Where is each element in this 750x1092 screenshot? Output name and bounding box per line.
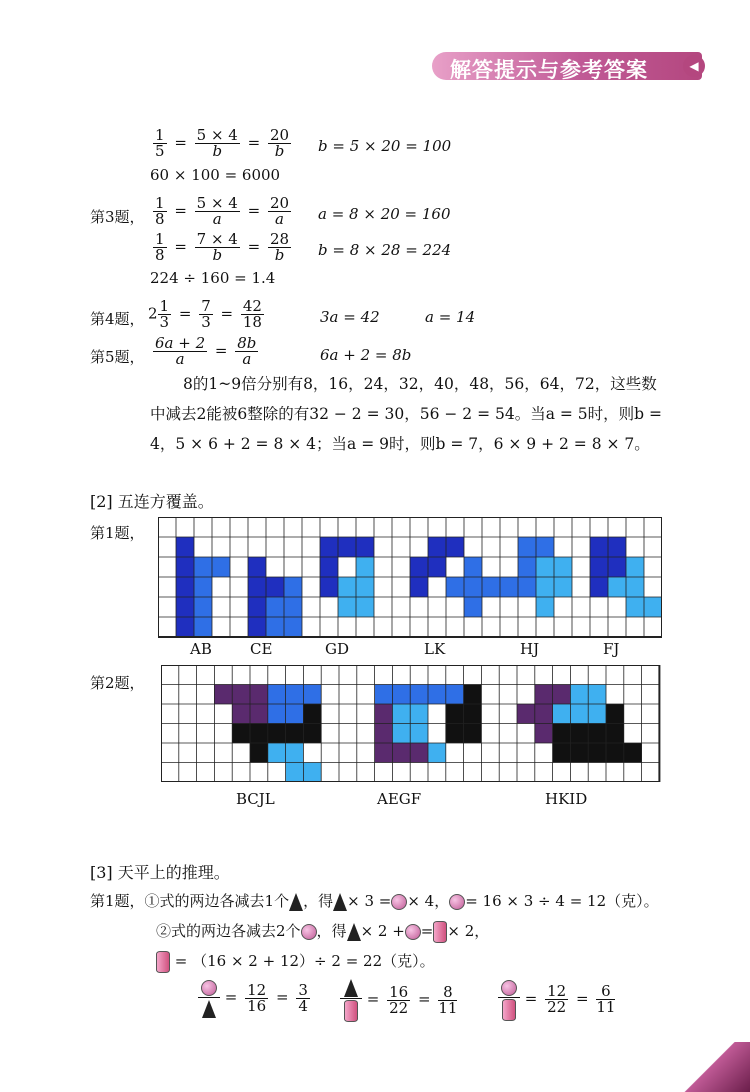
ball-icon xyxy=(301,924,317,940)
ball-icon xyxy=(405,924,421,940)
filled-cell xyxy=(410,557,428,577)
filled-cell xyxy=(248,597,266,617)
filled-cell xyxy=(284,617,302,637)
filled-cell xyxy=(392,704,410,724)
filled-cell xyxy=(536,557,554,577)
filled-cell xyxy=(268,743,286,763)
filled-cell xyxy=(464,597,482,617)
filled-cell xyxy=(428,743,446,763)
ball-icon xyxy=(391,894,407,910)
filled-cell xyxy=(250,704,268,724)
q3b-rhs: b = 8 × 28 = 224 xyxy=(318,241,452,259)
filled-cell xyxy=(232,704,250,724)
filled-cell xyxy=(268,685,286,705)
filled-cell xyxy=(392,724,410,744)
q1-label-2: 第1题， xyxy=(90,524,145,542)
ratio-3: = $\frac{12}{22}$ = $\frac{6}{11}$ xyxy=(498,978,618,1021)
filled-cell xyxy=(194,577,212,597)
filled-cell xyxy=(375,724,393,744)
p3-line-3: = （16 × 2 + 12）÷ 2 = 22（克）。 xyxy=(156,950,435,973)
ball-icon xyxy=(449,894,465,910)
filled-cell xyxy=(194,597,212,617)
filled-cell xyxy=(588,704,606,724)
filled-cell xyxy=(338,577,356,597)
p3-line-2: ②式的两边各减去2个 ，得 × 2 + = × 2， xyxy=(156,920,489,943)
para-line-2: 中减去2能被6整除的有32 − 2 = 30，56 − 2 = 54。当a = 5时，则b = xyxy=(150,405,662,423)
grid2-label: BCJL xyxy=(236,790,275,808)
cone-icon xyxy=(347,923,361,941)
q4-rhs1: 3a = 42 xyxy=(320,308,380,326)
filled-cell xyxy=(518,557,536,577)
pentomino-grid-1 xyxy=(158,517,662,638)
filled-cell xyxy=(553,724,571,744)
q3-rhs: a = 8 × 20 = 160 xyxy=(318,205,451,223)
filled-cell xyxy=(266,577,284,597)
filled-cell xyxy=(214,685,232,705)
cylinder-icon xyxy=(433,921,447,943)
filled-cell xyxy=(410,743,428,763)
filled-cell xyxy=(590,537,608,557)
filled-cell xyxy=(535,724,553,744)
q4-rhs2: a = 14 xyxy=(425,308,476,326)
filled-cell xyxy=(286,743,304,763)
filled-cell xyxy=(320,537,338,557)
filled-cell xyxy=(410,577,428,597)
filled-cell xyxy=(588,724,606,744)
filled-cell xyxy=(536,577,554,597)
filled-cell xyxy=(570,743,588,763)
cone-icon xyxy=(333,893,347,911)
header-title: 解答提示与参考答案 xyxy=(450,58,648,82)
filled-cell xyxy=(338,597,356,617)
para-line-3: 4，5 × 6 + 2 = 8 × 4；当a = 9时，则b = 7，6 × 9 + 2 = 8 × 7。 xyxy=(150,435,650,453)
filled-cell xyxy=(266,597,284,617)
cone-icon xyxy=(202,1000,216,1018)
triangle-left-icon: ◀ xyxy=(683,55,705,77)
eq-line-1-rhs: b = 5 × 20 = 100 xyxy=(318,137,452,155)
p3-line-1: 第1题，①式的两边各减去1个 ，得 × 3 = × 4， = 16 × 3 ÷ 4 = 12（克）。 xyxy=(90,892,659,910)
filled-cell xyxy=(410,685,428,705)
filled-cell xyxy=(464,577,482,597)
grid2-label: HKID xyxy=(545,790,588,808)
grid1-label: LK xyxy=(424,640,446,658)
grid1-label: GD xyxy=(325,640,350,658)
q3-label: 第3题， xyxy=(90,208,145,226)
pentomino-grid-2 xyxy=(161,665,661,782)
filled-cell xyxy=(554,577,572,597)
filled-cell xyxy=(590,577,608,597)
eq-line-1: $\frac{1}{5}$ = $\frac{5 \times 4}{b}$ = $\frac{20}{b}$ xyxy=(155,126,290,160)
filled-cell xyxy=(570,724,588,744)
filled-cell xyxy=(518,537,536,557)
filled-cell xyxy=(608,577,626,597)
filled-cell xyxy=(570,685,588,705)
filled-cell xyxy=(553,743,571,763)
ball-icon xyxy=(201,980,217,996)
filled-cell xyxy=(250,743,268,763)
filled-cell xyxy=(446,537,464,557)
filled-cell xyxy=(356,557,374,577)
cylinder-icon xyxy=(344,1000,358,1022)
cone-icon xyxy=(344,979,358,997)
filled-cell xyxy=(392,743,410,763)
filled-cell xyxy=(464,704,482,724)
filled-cell xyxy=(535,704,553,724)
ratio-2: = $\frac{16}{22}$ = $\frac{8}{11}$ xyxy=(340,978,460,1022)
section-header xyxy=(432,52,702,80)
grid2-label: AEGF xyxy=(377,790,422,808)
filled-cell xyxy=(626,577,644,597)
filled-cell xyxy=(518,577,536,597)
filled-cell xyxy=(517,704,535,724)
filled-cell xyxy=(375,743,393,763)
filled-cell xyxy=(250,685,268,705)
filled-cell xyxy=(554,557,572,577)
grid1-label: FJ xyxy=(603,640,620,658)
para-line-1: 8的1~9倍分别有8，16，24，32，40，48，56，64，72，这些数 xyxy=(183,375,657,393)
filled-cell xyxy=(303,685,321,705)
q4-eq: 2 $\frac{1}{3}$ = $\frac{7}{3}$ = $\frac{42}{18}$ xyxy=(148,297,262,331)
filled-cell xyxy=(320,557,338,577)
q5-rhs: 6a + 2 = 8b xyxy=(320,346,412,364)
q3c: 224 ÷ 160 = 1.4 xyxy=(150,269,276,287)
filled-cell xyxy=(410,704,428,724)
filled-cell xyxy=(624,743,642,763)
q4-label: 第4题， xyxy=(90,310,145,328)
cylinder-icon xyxy=(156,951,170,973)
filled-cell xyxy=(590,557,608,577)
filled-cell xyxy=(286,704,304,724)
filled-cell xyxy=(608,557,626,577)
filled-cell xyxy=(606,743,624,763)
filled-cell xyxy=(232,724,250,744)
filled-cell xyxy=(536,537,554,557)
grid1-label: HJ xyxy=(520,640,540,658)
filled-cell xyxy=(248,557,266,577)
filled-cell xyxy=(286,724,304,744)
filled-cell xyxy=(268,704,286,724)
filled-cell xyxy=(286,763,304,783)
filled-cell xyxy=(356,537,374,557)
filled-cell xyxy=(644,597,662,617)
cylinder-icon xyxy=(502,999,516,1021)
filled-cell xyxy=(176,597,194,617)
filled-cell xyxy=(428,537,446,557)
filled-cell xyxy=(606,724,624,744)
filled-cell xyxy=(286,685,304,705)
filled-cell xyxy=(266,617,284,637)
filled-cell xyxy=(428,557,446,577)
filled-cell xyxy=(176,557,194,577)
filled-cell xyxy=(303,763,321,783)
filled-cell xyxy=(464,557,482,577)
ratio-1: = $\frac{12}{16}$ = $\frac{3}{4}$ xyxy=(198,978,313,1018)
filled-cell xyxy=(232,685,250,705)
filled-cell xyxy=(553,685,571,705)
filled-cell xyxy=(268,724,286,744)
filled-cell xyxy=(248,617,266,637)
section-3-title: [3] 天平上的推理。 xyxy=(90,863,230,882)
filled-cell xyxy=(626,557,644,577)
filled-cell xyxy=(194,617,212,637)
filled-cell xyxy=(446,704,464,724)
q5-label: 第5题， xyxy=(90,348,145,366)
filled-cell xyxy=(553,704,571,724)
filled-cell xyxy=(176,537,194,557)
filled-cell xyxy=(535,685,553,705)
filled-cell xyxy=(446,685,464,705)
filled-cell xyxy=(194,557,212,577)
grid1-label: AB xyxy=(190,640,212,658)
filled-cell xyxy=(536,597,554,617)
filled-cell xyxy=(356,577,374,597)
filled-cell xyxy=(570,704,588,724)
filled-cell xyxy=(303,704,321,724)
filled-cell xyxy=(375,704,393,724)
filled-cell xyxy=(338,537,356,557)
q2-label-2: 第2题， xyxy=(90,674,145,692)
eq-line-2: 60 × 100 = 6000 xyxy=(150,166,281,184)
filled-cell xyxy=(303,724,321,744)
q3-eq: $\frac{1}{8}$ = $\frac{5 \times 4}{a}$ = $\frac{20}{a}$ xyxy=(155,194,290,228)
filled-cell xyxy=(248,577,266,597)
filled-cell xyxy=(392,685,410,705)
filled-cell xyxy=(464,724,482,744)
filled-cell xyxy=(356,597,374,617)
filled-cell xyxy=(464,685,482,705)
grid1-label: CE xyxy=(250,640,273,658)
filled-cell xyxy=(588,743,606,763)
filled-cell xyxy=(375,685,393,705)
ball-icon xyxy=(501,980,517,996)
filled-cell xyxy=(606,704,624,724)
filled-cell xyxy=(588,685,606,705)
q5-eq: $\frac{6a + 2}{a}$ = $\frac{8b}{a}$ xyxy=(155,334,257,368)
section-2-title: [2] 五连方覆盖。 xyxy=(90,492,214,511)
filled-cell xyxy=(250,724,268,744)
filled-cell xyxy=(482,577,500,597)
filled-cell xyxy=(428,685,446,705)
filled-cell xyxy=(284,597,302,617)
filled-cell xyxy=(410,724,428,744)
page-corner-decoration xyxy=(680,1042,750,1092)
filled-cell xyxy=(500,577,518,597)
filled-cell xyxy=(608,537,626,557)
filled-cell xyxy=(212,557,230,577)
filled-cell xyxy=(284,577,302,597)
filled-cell xyxy=(626,597,644,617)
filled-cell xyxy=(320,577,338,597)
cone-icon xyxy=(289,893,303,911)
filled-cell xyxy=(176,577,194,597)
filled-cell xyxy=(446,577,464,597)
q3b-eq: $\frac{1}{8}$ = $\frac{7 \times 4}{b}$ = $\frac{28}{b}$ xyxy=(155,230,290,264)
filled-cell xyxy=(446,724,464,744)
filled-cell xyxy=(176,617,194,637)
